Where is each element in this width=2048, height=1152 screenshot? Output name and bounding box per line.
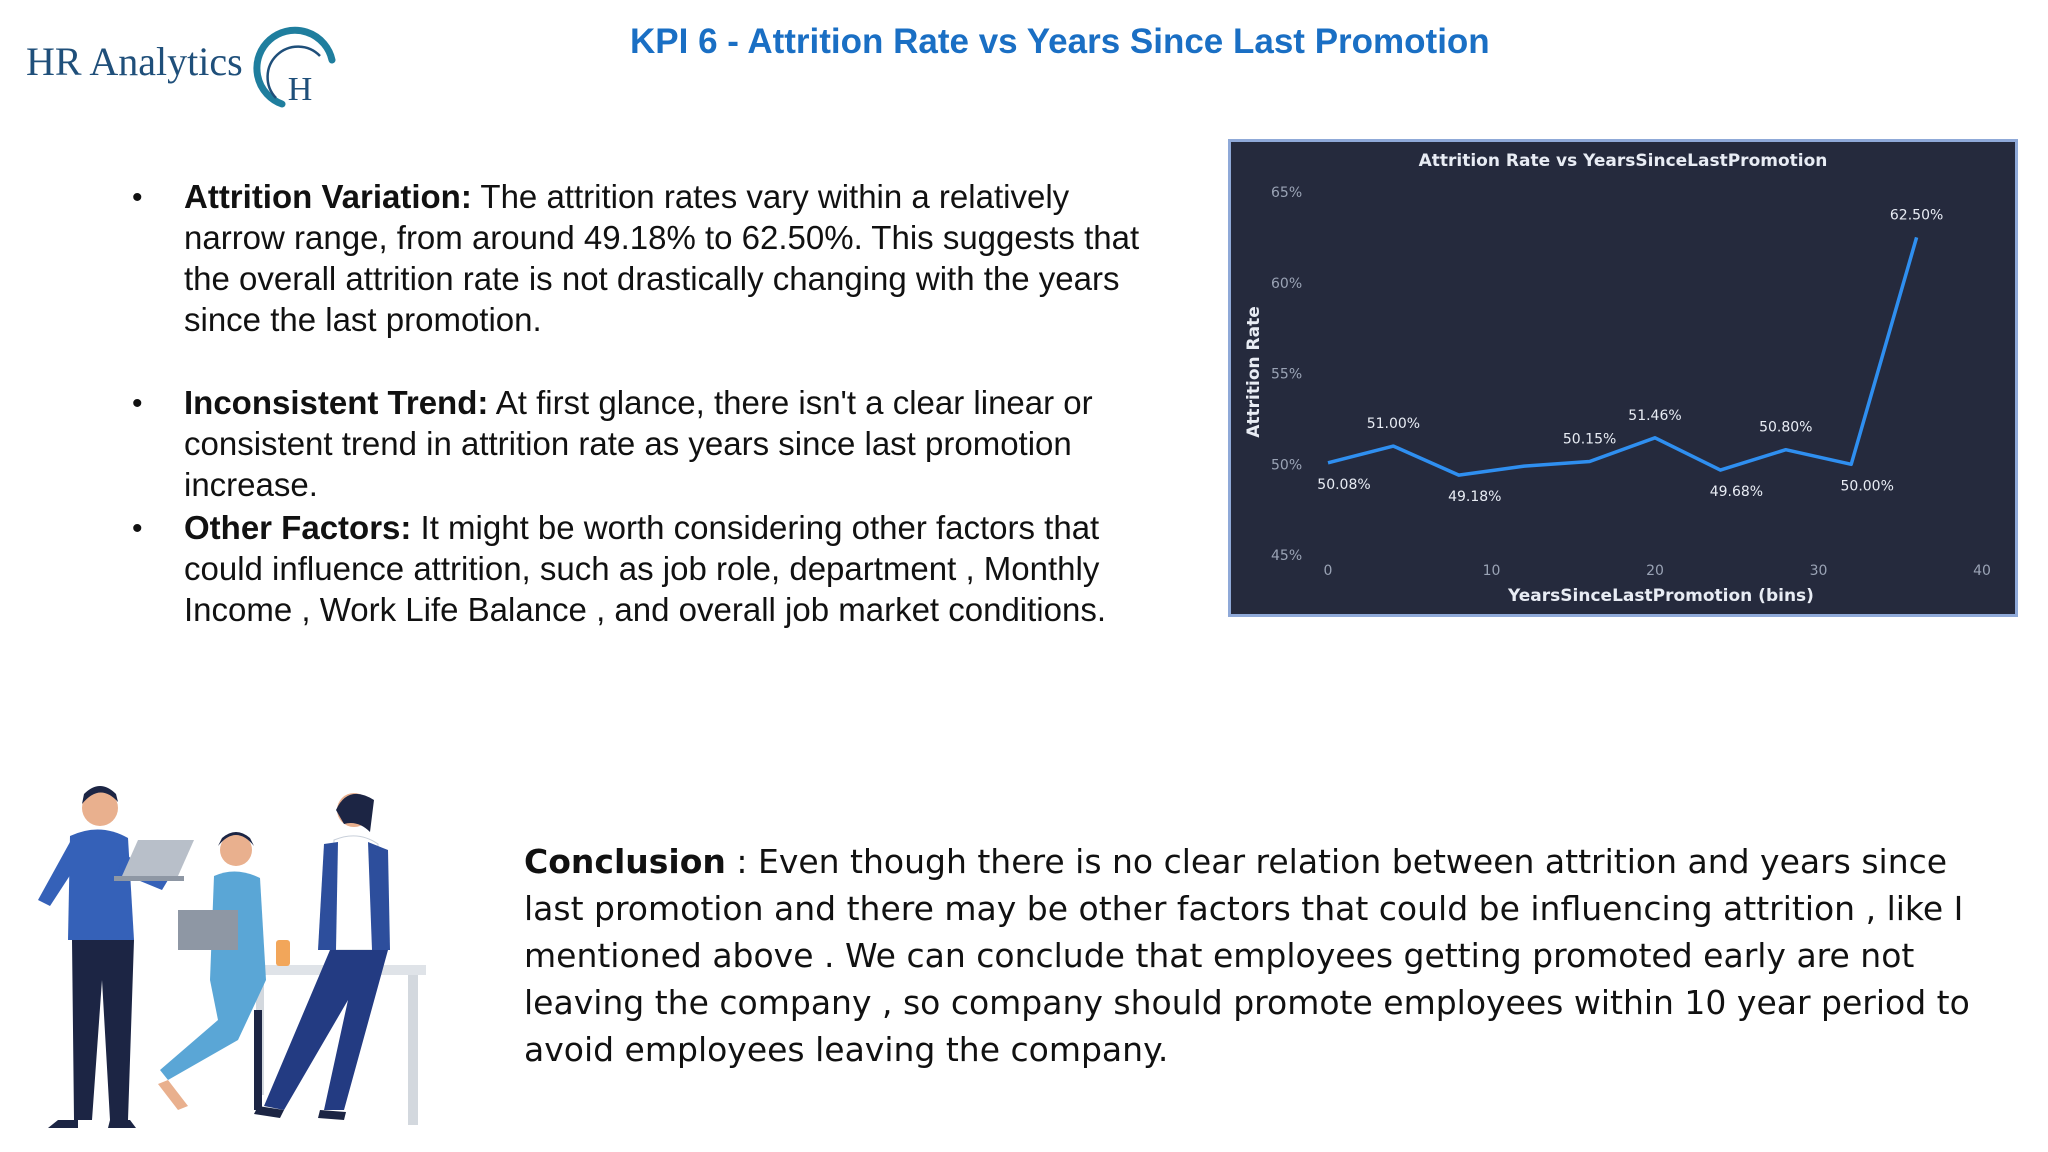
bullet-text: It might be worth considering other factors that could influence attrition, such as job role, department , Monthly Income , Work Life Balance , and overall job market conditions. [184, 509, 1107, 628]
data-label: 50.15% [1562, 431, 1617, 448]
y-tick-label: 55% [1271, 366, 1303, 383]
y-tick-label: 65% [1271, 185, 1303, 201]
data-label: 50.80% [1759, 419, 1813, 436]
coffee-cup-icon [276, 940, 290, 966]
data-label: 50.08% [1317, 476, 1371, 493]
team-illustration [18, 780, 438, 1140]
data-label: 50.00% [1840, 478, 1894, 495]
x-tick-label: 0 [1323, 563, 1333, 579]
bullet-inconsistent-trend [126, 382, 1156, 505]
shoe [108, 1120, 136, 1128]
x-tick-label: 10 [1482, 563, 1501, 579]
bullet-other-factors [126, 507, 1156, 630]
bullet-title: Attrition Variation: [184, 178, 472, 215]
shoe [318, 1110, 346, 1120]
chart-title: Attrition Rate vs YearsSinceLastPromotion [1418, 151, 1828, 171]
conclusion-text: : Even though there is no clear relation between attrition and years since last promotion and there may be other factors that could be influencing attrition , like I mentioned above . We can conclude that employees getting promoted early are not leaving the company , so company should promote employees within 10 year period to avoid employees leaving the company. [524, 842, 1970, 1069]
conclusion-paragraph [524, 838, 1994, 1073]
x-tick-label: 20 [1646, 563, 1664, 579]
bullet-attrition-variation [126, 176, 1156, 340]
bullet-title: Other Factors: [184, 509, 412, 546]
x-tick-label: 40 [1973, 563, 1991, 579]
chart-canvas [1231, 142, 2015, 614]
data-label: 51.46% [1628, 407, 1682, 424]
man-pants [72, 940, 134, 1120]
laptop-base [114, 876, 184, 881]
man-shirt [68, 829, 134, 940]
hr-analytics-logo [22, 10, 352, 110]
bullet-text: The attrition rates vary within a relatively narrow range, from around 49.18% to 62.50%. This suggests that the overall attrition rate is not drastically changing with the years since the last promotion. [184, 178, 1140, 338]
attrition-series-line [1328, 237, 1917, 475]
data-label: 51.00% [1366, 416, 1421, 433]
logo-text: HR Analytics [26, 39, 243, 84]
bullet-text: At first glance, there isn't a clear linear or consistent trend in attrition rate as years since last promotion increase. [184, 384, 1093, 503]
x-tick-label: 30 [1809, 563, 1828, 579]
attrition-line-chart [1228, 139, 2018, 617]
woman-skirt [160, 980, 266, 1080]
laptop-icon [122, 840, 194, 876]
insight-bullets [126, 176, 1156, 630]
desk-leg [408, 975, 418, 1125]
x-axis-label: YearsSinceLastPromotion (bins) [1508, 586, 1814, 606]
laptop-icon [178, 910, 238, 950]
data-label: 62.50% [1889, 207, 1944, 224]
woman-jacket [318, 842, 338, 950]
page-title: KPI 6 - Attrition Rate vs Years Since Last Promotion [630, 22, 1490, 61]
data-label: 49.18% [1448, 489, 1502, 506]
logo-mark-letter: H [287, 71, 313, 108]
y-tick-label: 60% [1271, 275, 1303, 292]
woman-leg [158, 1080, 188, 1110]
conclusion-title: Conclusion [524, 842, 726, 881]
logo-arc-icon [234, 10, 344, 110]
shoe [48, 1120, 78, 1128]
chair-leg [254, 1010, 262, 1110]
y-tick-label: 50% [1271, 457, 1303, 474]
data-label: 49.68% [1709, 484, 1764, 501]
y-tick-label: 45% [1271, 548, 1303, 564]
bullet-title: Inconsistent Trend: [184, 384, 489, 421]
y-axis-label: Attrition Rate [1244, 306, 1264, 438]
